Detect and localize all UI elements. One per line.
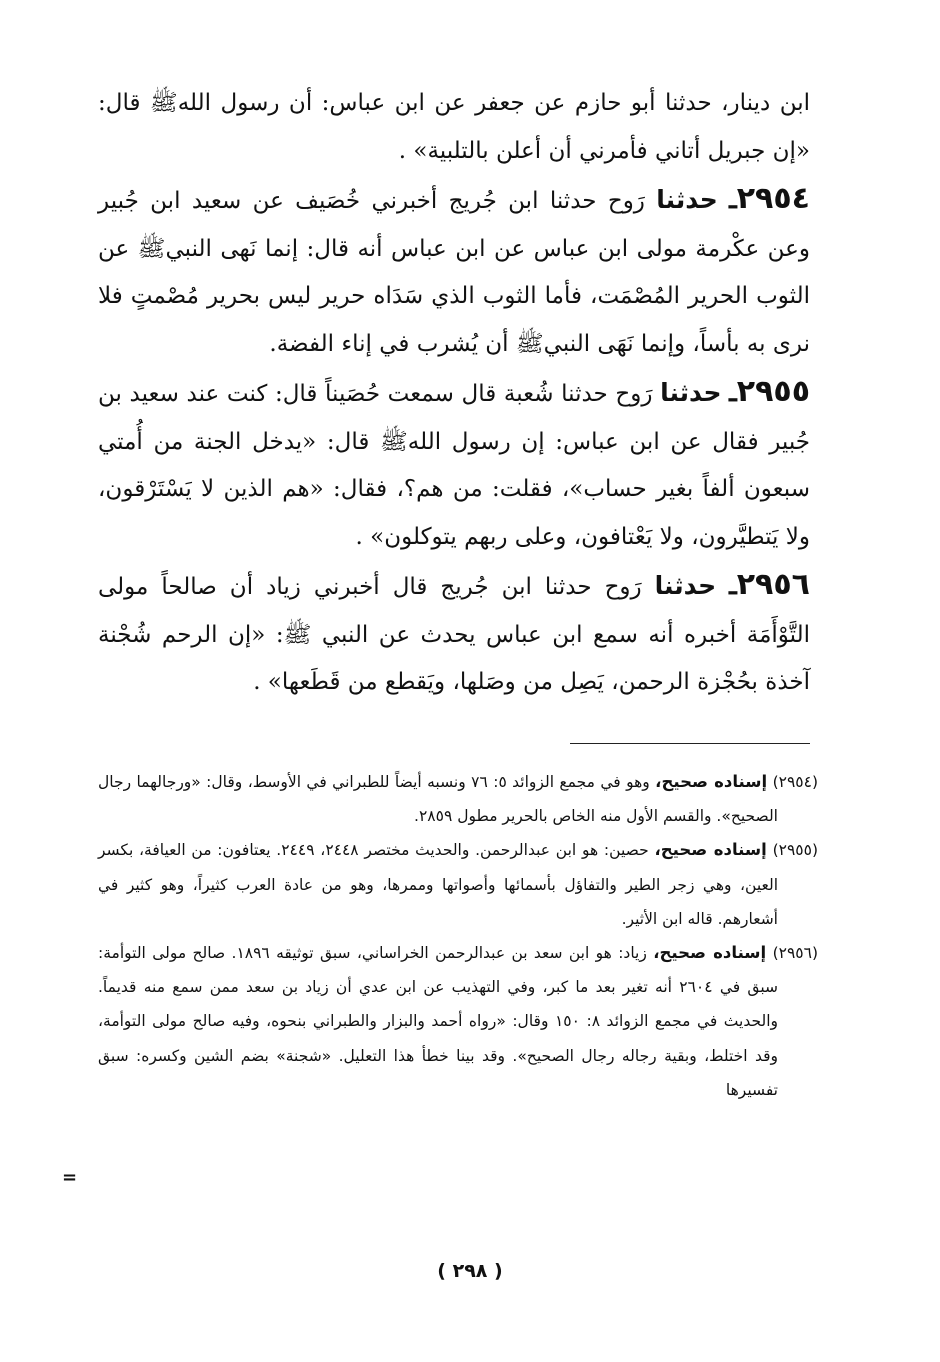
hadith-number: ٢٩٥٤ bbox=[736, 181, 810, 216]
footnotes bbox=[98, 765, 818, 1107]
hadith-separator: ـ bbox=[729, 571, 737, 601]
footnote-ref: (٢٩٥٥) bbox=[772, 841, 818, 860]
footnote-ref: (٢٩٥٤) bbox=[772, 773, 819, 791]
hadith-intro: حدثنا bbox=[656, 185, 718, 214]
footnote-ref: (٢٩٥٦) bbox=[772, 944, 818, 963]
hadith-2955 bbox=[98, 368, 810, 561]
continuation-mark: = bbox=[62, 1167, 78, 1188]
hadith-text: رَوح حدثنا ابن جُريج أخبرني خُصَيف عن سعيد ابن جُبير وعن عكْرمة مولى ابن عباس عن ابن عباس أنه قال: إنما نَهى النبيﷺ عن الثوب الحرير المُصْمَت، فأما الثوب الذي سَدَاه حرير ليس بحرير مُصْمتٍ فلا نرى به بأساً، وإنما نَهَى النبيﷺ أن يُشرب في إناء الفضة. bbox=[98, 188, 810, 357]
hadith-text: رَوح حدثنا ابن جُريج قال أخبرني زياد أن صالحاً مولى التَّوْأَمَة أخبره أنه سمع ابن عباس يحدث عن النبي ﷺ: «إن الرحم شُجْنة آخذة بحُجْزة الرحمن، يَصِل من وصَلها، ويَقطع من قَطَعها» . bbox=[98, 574, 810, 695]
hadith-intro: حدثنا bbox=[660, 378, 722, 407]
opening-paragraph: ابن دينار، حدثنا أبو حازم عن جعفر عن ابن عباس: أن رسول اللهﷺ قال: «إن جبريل أتاني فأمرني أن أعلن بالتلبية» . bbox=[98, 90, 810, 164]
main-text bbox=[98, 80, 810, 707]
hadith-separator: ـ bbox=[729, 185, 737, 215]
footnote-divider bbox=[570, 743, 810, 744]
footnote-text: زياد: هو ابن سعد بن عبدالرحمن الخراساني، سبق توثيقه ١٨٩٦. صالح مولى التوأمة: سبق في ٢٦٠٤ أنه تغير بعد ما كبر، وفي التهذيب عن ابن عدي أن زياد بن سعد ممن سمع منه قديماً. والحديث في مجمع الزوائد ٨: ١٥٠ وقال: «رواه أحمد والبزار والطبراني بنحوه، وفيه صالح مولى التوأمة، وقد اختلط، وبقية رجاله رجال الصحيح». وقد بينا خطأ هذا التعليل. «شجنة» بضم الشين وكسره: سبق تفسيرها bbox=[98, 944, 778, 1099]
hadith-separator: ـ bbox=[729, 378, 737, 408]
hadith-text: رَوح حدثنا شُعبة قال سمعت حُصَيناً قال: كنت عند سعيد بن جُبير فقال عن ابن عباس: إن رسول اللهﷺ قال: «يدخل الجنة من أُمتي سبعون ألفاً بغير حساب»، فقلت: من هم؟، فقال: «هم الذين لا يَسْتَرْقون، ولا يَتطيَّرون، ولا يَعْتافون، وعلى ربهم يتوكلون» . bbox=[98, 381, 810, 550]
page-number: ( ٢٩٨ ) bbox=[437, 1260, 503, 1282]
footnote-2954 bbox=[98, 765, 818, 833]
footnote-2955 bbox=[98, 833, 818, 936]
footnote-verdict: إسناده صحيح، bbox=[655, 772, 768, 791]
footnote-2956 bbox=[98, 936, 818, 1107]
footnote-verdict: إسناده صحيح، bbox=[654, 840, 767, 860]
footnote-verdict: إسناده صحيح، bbox=[653, 943, 767, 963]
footnote-text: وهو في مجمع الزوائد ٥: ٧٦ ونسبه أيضاً للطبراني في الأوسط، وقال: «ورجالهما رجال الصحيح». والقسم الأول منه الخاص بالحرير مطول ٢٨٥٩. bbox=[98, 773, 778, 826]
hadith-2954 bbox=[98, 175, 810, 368]
footnote-text: حصين: هو ابن عبدالرحمن. والحديث مختصر ٢٤٤٨، ٢٤٤٩. يعتافون: من العيافة، بكسر العين، وهي زجر الطير والتفاؤل بأسمائها وأصواتها وممرها، وهو من عادة العرب كثيراً، وهو كثير في أشعارهم. قاله ابن الأثير. bbox=[98, 841, 778, 928]
hadith-2956 bbox=[98, 561, 810, 707]
hadith-number: ٢٩٥٥ bbox=[736, 374, 811, 409]
hadith-number: ٢٩٥٦ bbox=[736, 567, 810, 602]
hadith-intro: حدثنا bbox=[654, 571, 717, 600]
